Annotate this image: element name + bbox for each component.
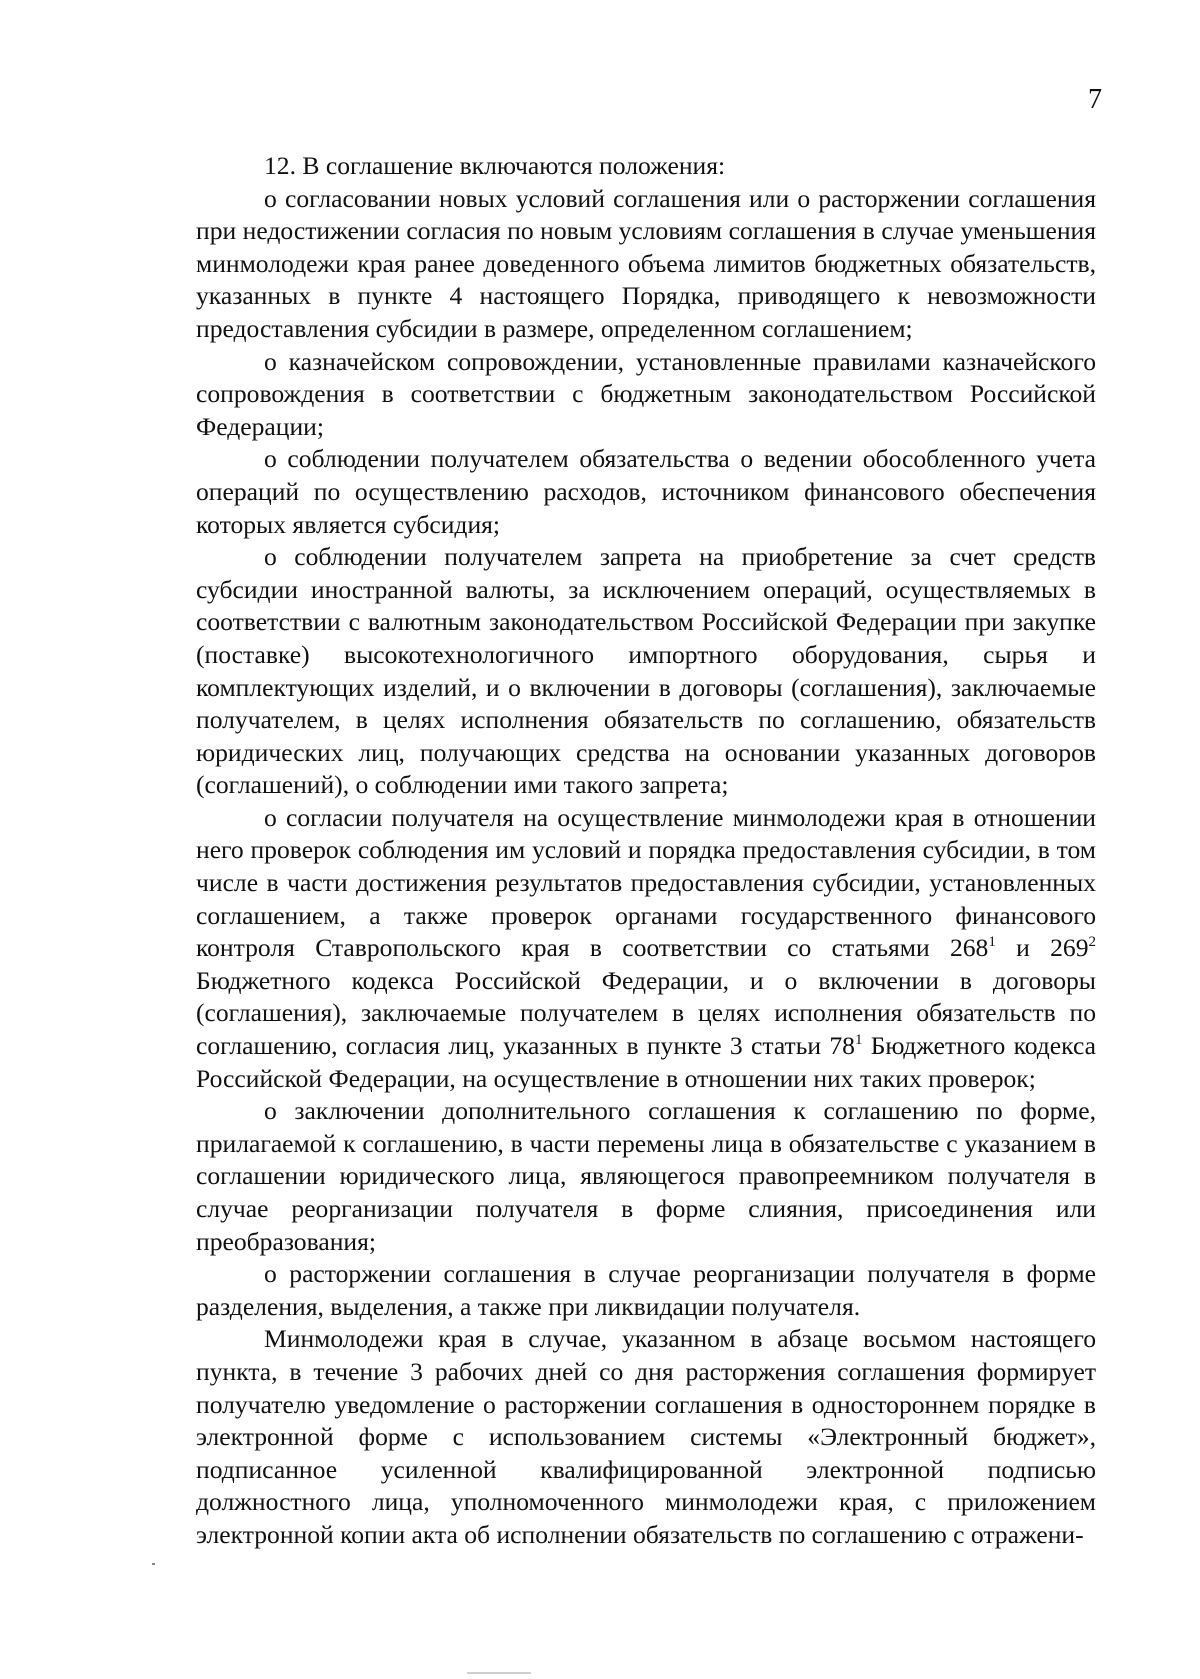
paragraph-additional-agreement: о заключении дополнительного соглашения к соглашению по форме, прилагаемой к соглашению, в части перемены лица в обязательстве с указанием в соглашении юридического лица, являющегося правопреемником получателя в случае реорганизации получателя в форме слияния, присоединения или преобразования; [196, 1096, 1096, 1256]
paragraph-termination: о расторжении соглашения в случае реорганизации получателя в форме разделения, выделения, а также при ликвидации получателя. [196, 1259, 1096, 1321]
paragraph-notification: Минмолодежи края в случае, указанном в абзаце восьмом настоящего пункта, в течение 3 рабочих дней со дня расторжения соглашения формирует получателю уведомление о расторжении соглашения в одностороннем порядке в электронной форме с использованием системы «Электронный бюджет», подписанное усиленной квалифицированной электронной подписью должностного лица, уполномоченного минмолодежи края, с приложением электронной копии акта об исполнении обязательств по соглашению с отражени- [196, 1324, 1096, 1549]
paragraph-audit-consent: о согласии получателя на осуществление минмолодежи края в отношении него проверок соблюдения им условий и порядка предоставления субсидии, в том числе в части достижения результатов предоставления субсидии, установленных соглашением, а также проверок органами государственного финансового контроля Ставропольского края в соответствии со статьями $268^1$ и $269^2$ Бюджетного кодекса Российской Федерации, и о включении в договоры (соглашения), заключаемые получателем в целях исполнения обязательств по соглашению, согласия лиц, указанных в пункте 3 статьи $78^1$ Бюджетного кодекса Российской Федерации, на осуществление в отношении них таких проверок; [196, 802, 1096, 1093]
scan-speck [152, 1563, 155, 1565]
superscript: 2 [1088, 934, 1096, 951]
paragraph-separate-accounting: о соблюдении получателем обязательства о ведении обособленного учета операций по осуществлению расходов, источником финансового обеспечения которых является субсидия; [196, 444, 1096, 539]
paragraph-currency-ban: о соблюдении получателем запрета на приобретение за счет средств субсидии иностранной валюты, за исключением операций, осуществляемых в соответствии с валютным законодательством Российской Федерации при закупке (поставке) высокотехнологичного импортного оборудования, сырья и комплектующих изделий, и о включении в договоры (соглашения), заключаемые получателем, в целях исполнения обязательств по соглашению, обязательств юридических лиц, получающих средства на основании указанных договоров (соглашений), о соблюдении ими такого запрета; [196, 542, 1096, 800]
superscript: 1 [988, 934, 996, 951]
footer-scan-mark [467, 1672, 531, 1674]
paragraph-treasury-support: о казначейском сопровождении, установленные правилами казначейского сопровождения в соответствии с бюджетным законодательством Российской Федерации; [196, 346, 1096, 441]
paragraph-new-conditions: о согласовании новых условий соглашения или о расторжении соглашения при недостижении согласия по новым условиям соглашения в случае уменьшения минмолодежи края ранее доведенного объема лимитов бюджетных обязательств, указанных в пункте 4 настоящего Порядка, приводящего к невозможности предоставления субсидии в размере, определенном соглашением; [196, 183, 1096, 343]
document-body [196, 150, 1096, 1552]
page-number: 7 [1088, 84, 1102, 115]
superscript: 1 [854, 1032, 863, 1049]
paragraph-intro: 12. В соглашение включаются положения: [264, 151, 726, 180]
